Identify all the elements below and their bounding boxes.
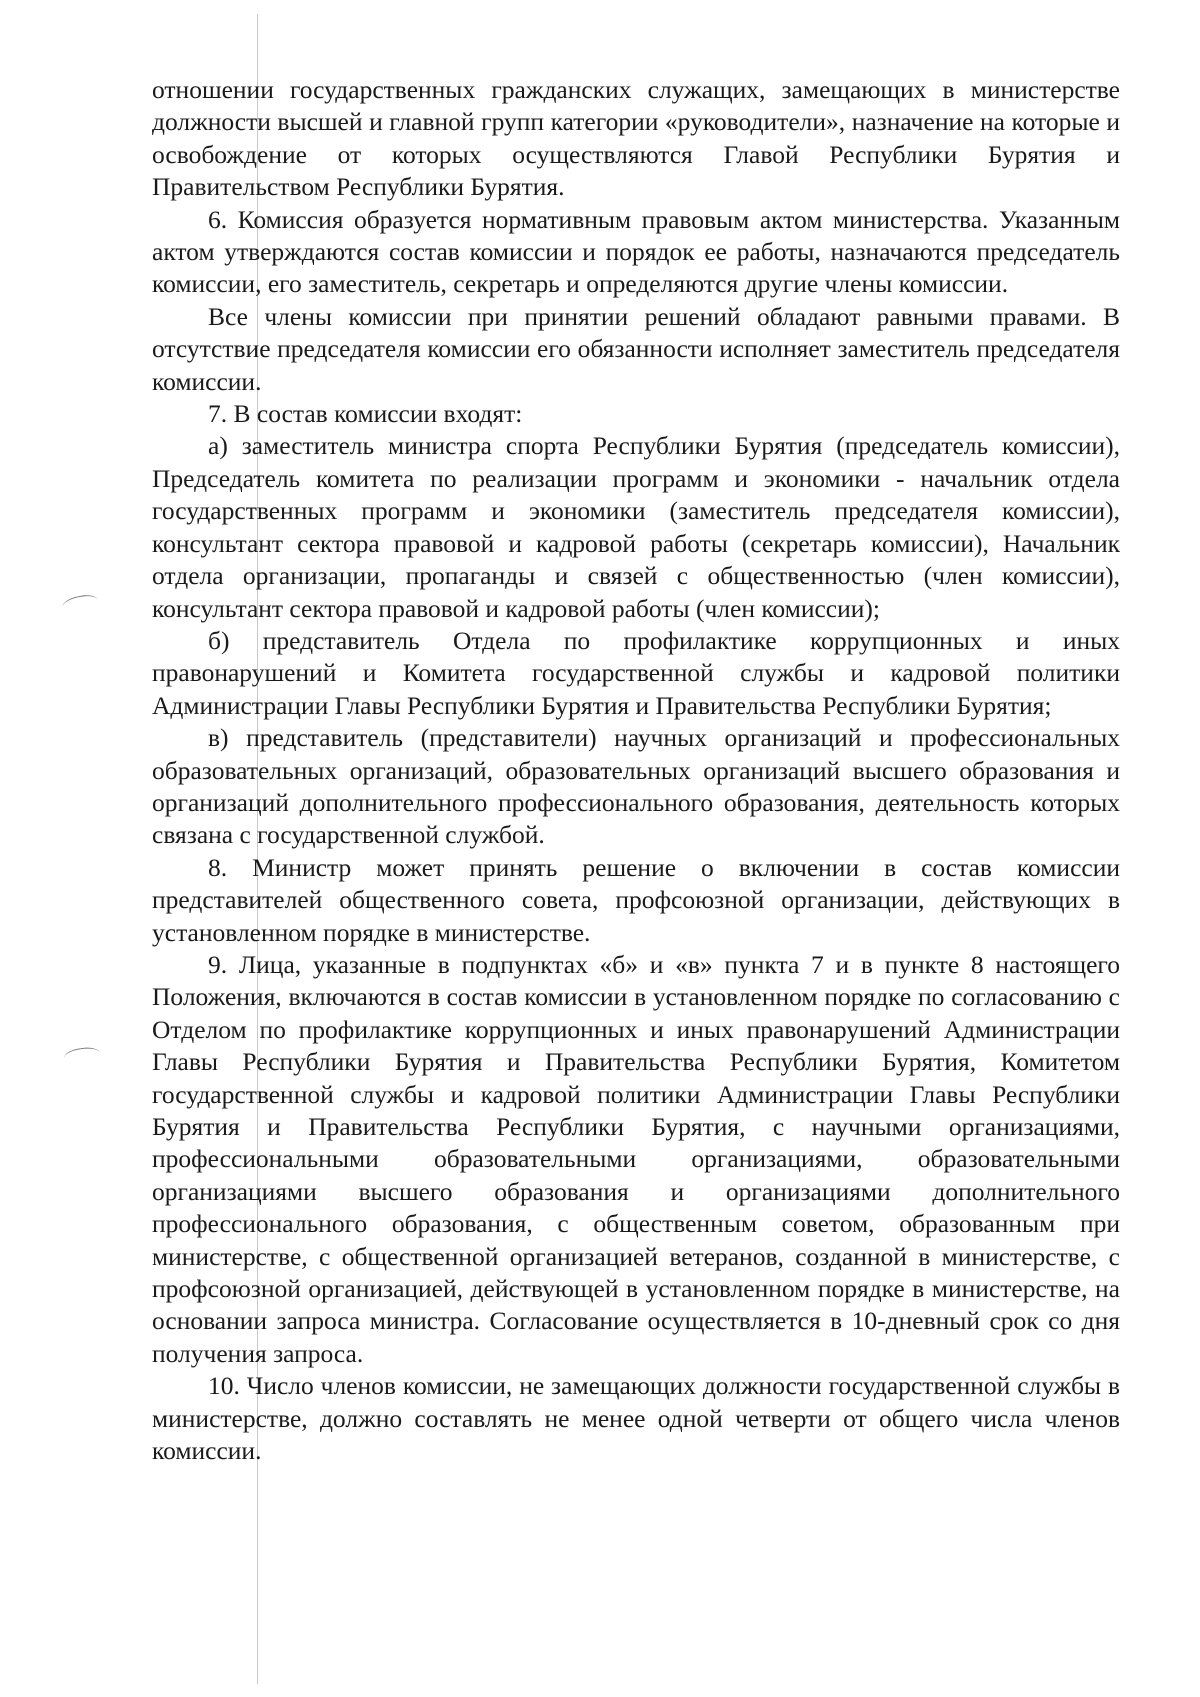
paragraph-item-7b: б) представитель Отдела по профилактике коррупционных и иных правонарушений и Комитета государственной службы и кадровой политики Администрации Главы Республики Бурятия и Правительства Республики Бурятия; (152, 625, 1120, 720)
paragraph-item-7: 7. В состав комиссии входят: (208, 399, 523, 429)
document-page (152, 74, 1120, 1467)
margin-pencil-mark (63, 1046, 101, 1066)
margin-pencil-mark (61, 592, 99, 614)
paragraph-item-7a: а) заместитель министра спорта Республики Бурятия (председатель комиссии), Председатель комитета по реализации программ и экономики - начальник отдела государственных программ и экономики (заместитель председателя комиссии), консультант сектора правовой и кадровой работы (секретарь комиссии), Начальник отдела организации, пропаганды и связей с общественностью (член комиссии), консультант сектора правовой и кадровой работы (член комиссии); (152, 431, 1120, 623)
paragraph-item-9: 9. Лица, указанные в подпунктах «б» и «в» пункта 7 и в пункте 8 настоящего Положения, включаются в состав комиссии в установленном порядке по согласованию с Отделом по профилактике коррупционных и иных правонарушений Администрации Главы Республики Бурятия и Правительства Республики Бурятия, Комитетом государственной службы и кадровой политики Администрации Главы Республики Бурятия и Правительства Республики Бурятия, с научными организациями, профессиональными образовательными организациями, образовательными организациями высшего образования и организациями дополнительного профессионального образования, с общественным советом, образованным при министерстве, с общественной организацией ветеранов, созданной в министерстве, с профсоюзной организацией, действующей в установленном порядке в министерстве, на основании запроса министра. Согласование осуществляется в 10-дневный срок со дня получения запроса. (152, 949, 1120, 1368)
paragraph-item-8: 8. Министр может принять решение о включении в состав комиссии представителей общественного совета, профсоюзной организации, действующих в установленном порядке в министерстве. (152, 852, 1120, 947)
paragraph-item-7c: в) представитель (представители) научных организаций и профессиональных образовательных организаций, образовательных организаций высшего образования и организаций дополнительного профессионального образования, деятельность которых связана с государственной службой. (152, 723, 1120, 850)
paragraph-continuation: отношении государственных гражданских служащих, замещающих в министерстве должности высшей и главной групп категории «руководители», назначение на которые и освобождение от которых осуществляются Главой Республики Бурятия и Правительством Республики Бурятия. (152, 75, 1120, 202)
paragraph-item-6: 6. Комиссия образуется нормативным правовым актом министерства. Указанным актом утверждаются состав комиссии и порядок ее работы, назначаются председатель комиссии, его заместитель, секретарь и определяются другие члены комиссии. (152, 204, 1120, 299)
paragraph-item-10: 10. Число членов комиссии, не замещающих должности государственной службы в министерстве, должно составлять не менее одной четверти от общего числа членов комиссии. (152, 1371, 1120, 1466)
paragraph-equal-rights: Все члены комиссии при принятии решений обладают равными правами. В отсутствие председателя комиссии его обязанности исполняет заместитель председателя комиссии. (152, 301, 1120, 396)
